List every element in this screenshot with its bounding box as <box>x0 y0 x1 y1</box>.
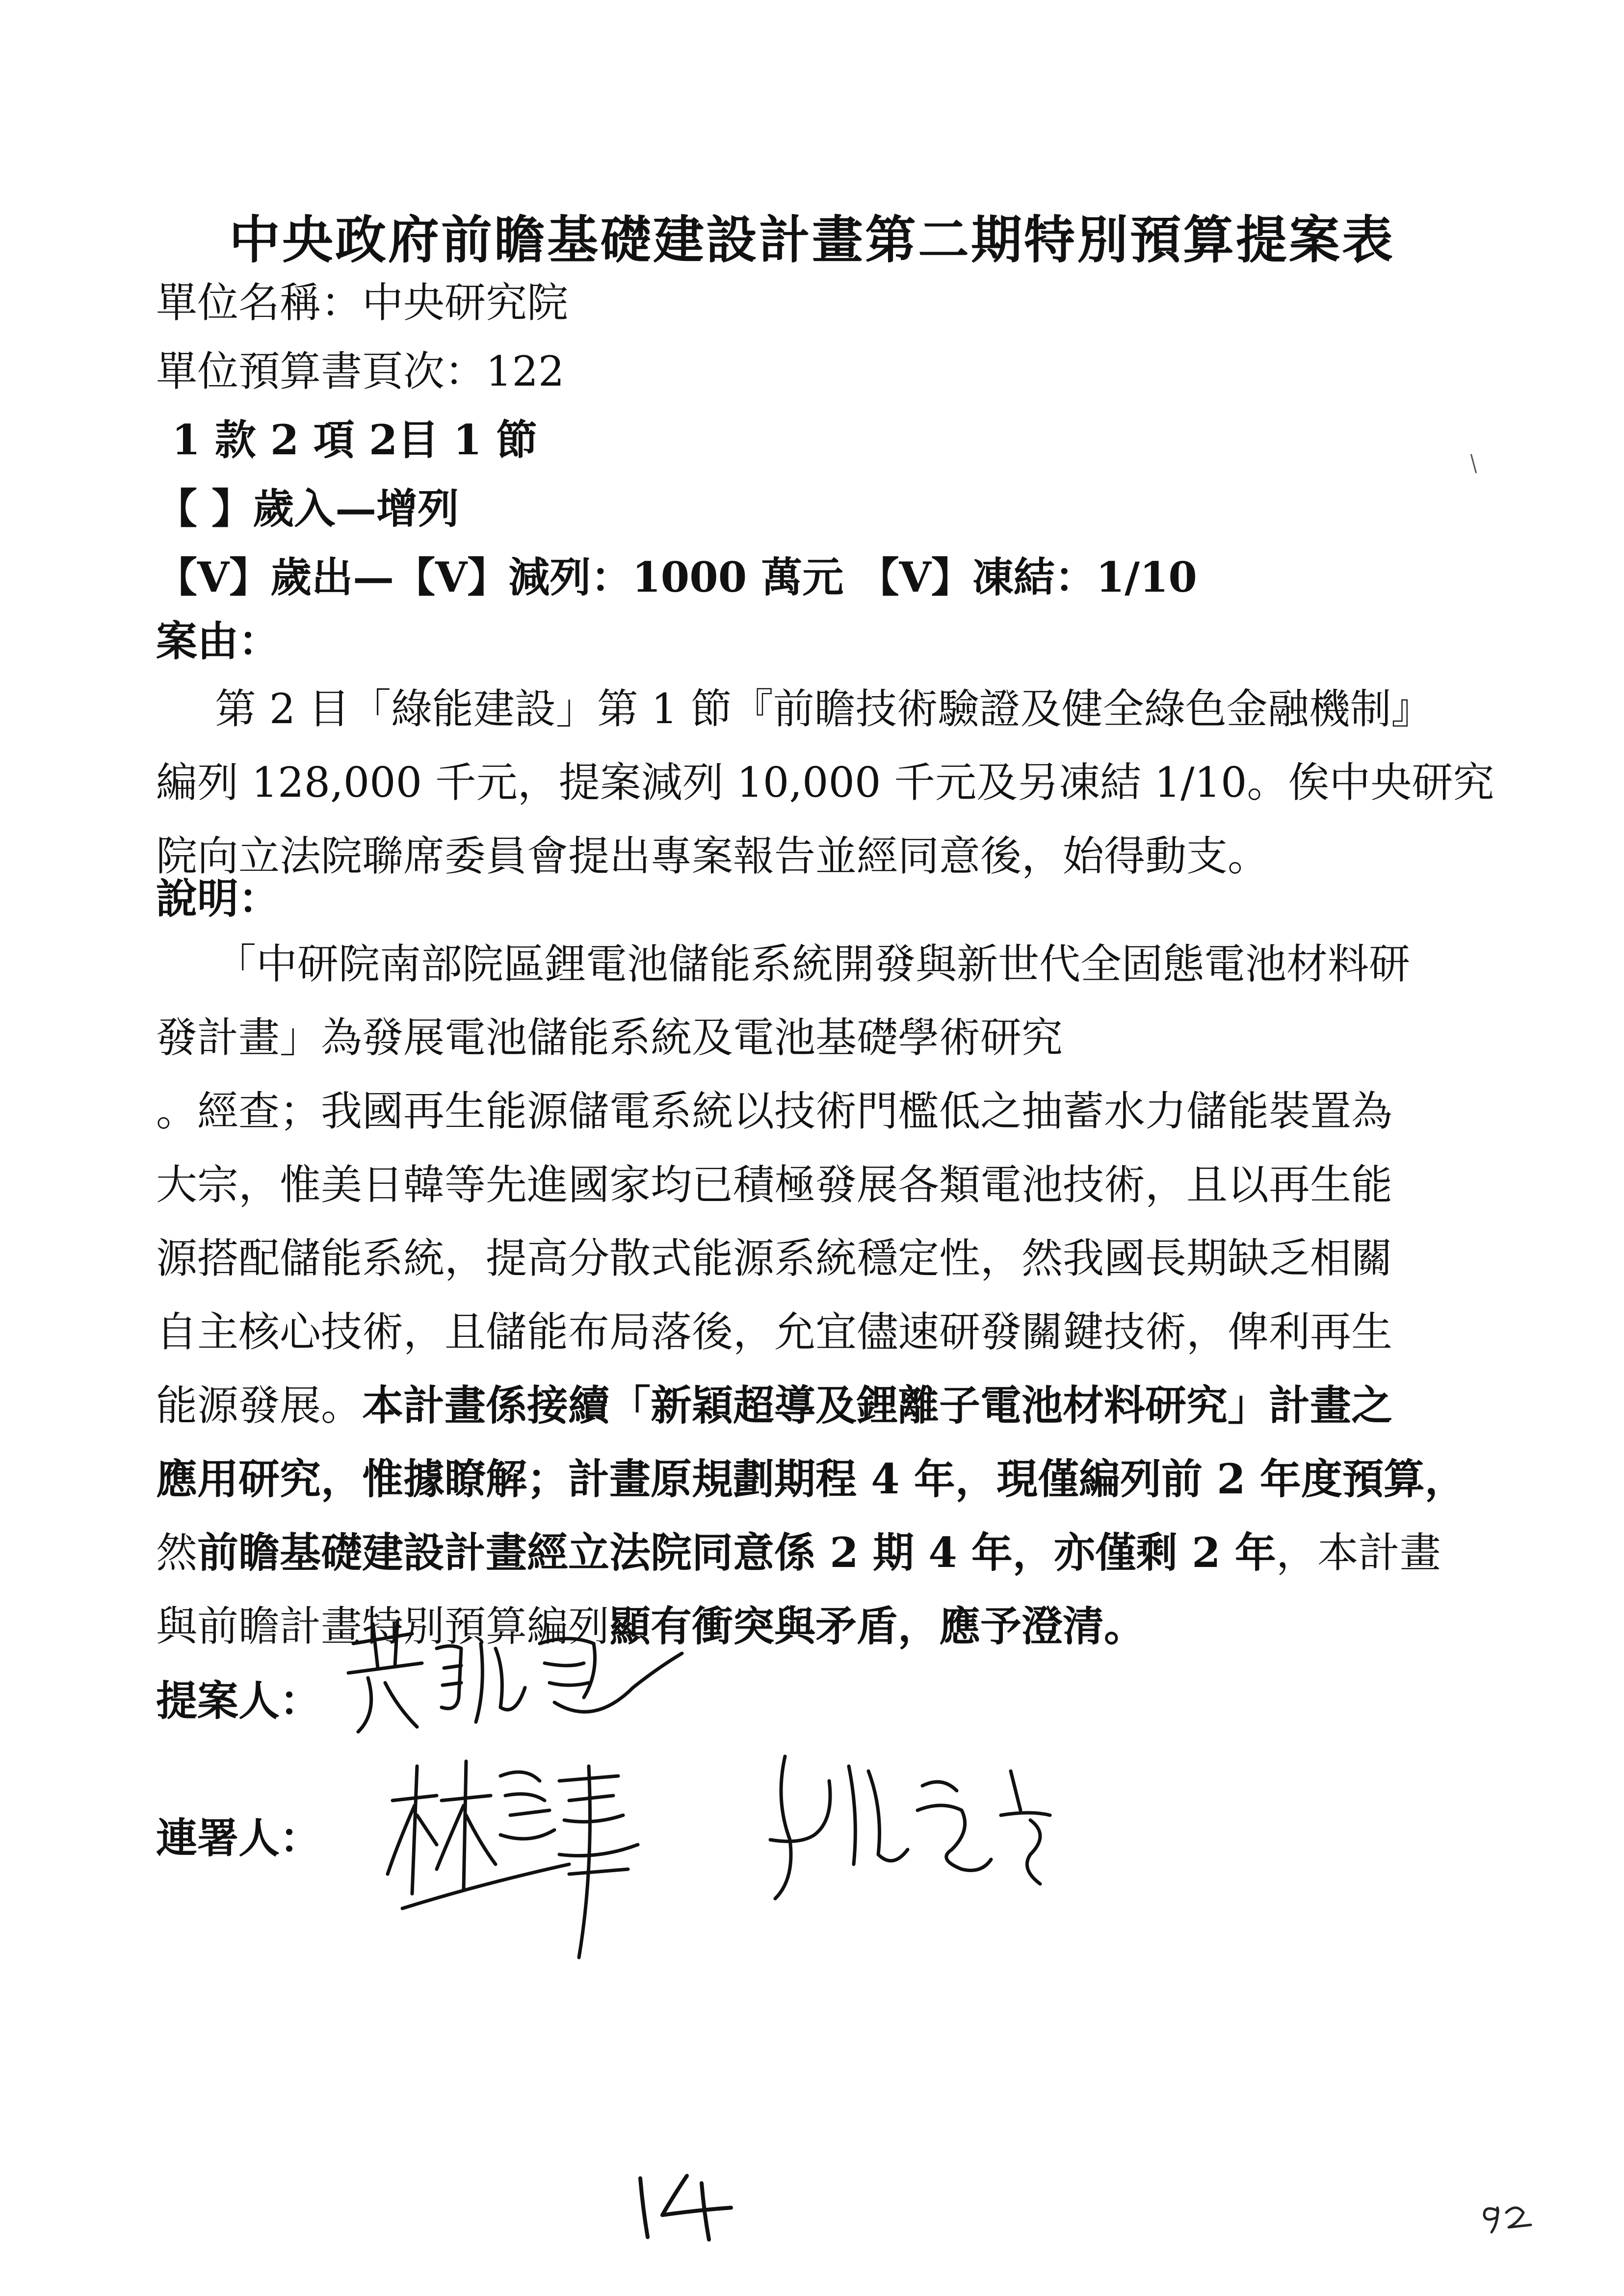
page-title: 中央政府前瞻基礎建設計畫第二期特別預算提案表 <box>229 209 1395 270</box>
unit-name: 單位名稱：中央研究院 <box>156 279 569 327</box>
explanation-line-7 <box>156 1369 1481 1442</box>
explanation-line-9-bold: 前瞻基礎建設計畫經立法院同意係 2 期 4 年，亦僅剩 2 年 <box>197 1528 1276 1577</box>
explanation-heading: 說明： <box>156 874 280 923</box>
explanation-line-4: 大宗，惟美日韓等先進國家均已積極發展各類電池技術，且以再生能 <box>156 1161 1393 1209</box>
reason-line-2: 編列 128,000 千元，提案減列 10,000 千元及另凍結 1/10。俟中央研究 <box>156 758 1494 807</box>
explanation-line-8: 應用研究，惟據瞭解；計畫原規劃期程 4 年，現僅編列前 2 年度預算， <box>156 1455 1466 1503</box>
reason-line-1: 第 2 目「綠能建設」第 1 節『前瞻技術驗證及健全綠色金融機制』 <box>215 685 1433 733</box>
revenue-line: 【 】歲入—增列 <box>156 484 459 533</box>
cosigner-label: 連署人： <box>156 1814 321 1862</box>
explanation-line-9-normal-b: ，本計畫 <box>1276 1529 1441 1577</box>
reason-heading: 案由： <box>156 617 280 665</box>
explanation-line-9 <box>156 1516 1481 1590</box>
explanation-line-2: 發計畫」為發展電池儲能系統及電池基礎學術研究 <box>156 1014 1063 1062</box>
explanation-line-3: 。經查；我國再生能源儲電系統以技術門檻低之抽蓄水力儲能裝置為 <box>156 1087 1393 1135</box>
explanation-line-10-normal: 與前瞻計畫特別預算編列 <box>156 1602 610 1650</box>
explanation-line-7-bold: 本計畫係接續「新穎超導及鋰離子電池材料研究」計畫之 <box>362 1381 1393 1430</box>
reason-paragraph <box>156 672 1494 893</box>
explanation-paragraph <box>156 927 1481 1663</box>
explanation-line-6: 自主核心技術，且儲能布局落後，允宜儘速研發關鍵技術，俾利再生 <box>156 1308 1393 1356</box>
scan-artifact <box>1470 454 1477 473</box>
proposer-signature <box>339 1614 692 1742</box>
cosigner-signature-2 <box>756 1742 1099 1908</box>
explanation-line-7-normal: 能源發展。 <box>156 1382 363 1430</box>
explanation-line-1: 「中研院南部院區鋰電池儲能系統開發與新世代全固態電池材料研 <box>215 940 1411 988</box>
proposer-label: 提案人： <box>156 1676 321 1725</box>
budget-section: 1 款 2 項 2目 1 節 <box>172 416 538 464</box>
expenditure-line: 【V】歲出—【V】減列：1000 萬元 【V】凍結：1/10 <box>156 553 1197 601</box>
explanation-line-10-bold: 顯有衝突與矛盾，應予澄清。 <box>609 1602 1146 1650</box>
explanation-line-5: 源搭配儲能系統，提高分散式能源系統穩定性，然我國長期缺乏相關 <box>156 1234 1393 1282</box>
explanation-line-9-normal-a: 然 <box>156 1529 198 1577</box>
reason-line-3: 院向立法院聯席委員會提出專案報告並經同意後，始得動支。 <box>156 832 1269 880</box>
budget-page: 單位預算書頁次：122 <box>156 347 565 395</box>
cosigner-signature-1 <box>383 1747 657 1972</box>
